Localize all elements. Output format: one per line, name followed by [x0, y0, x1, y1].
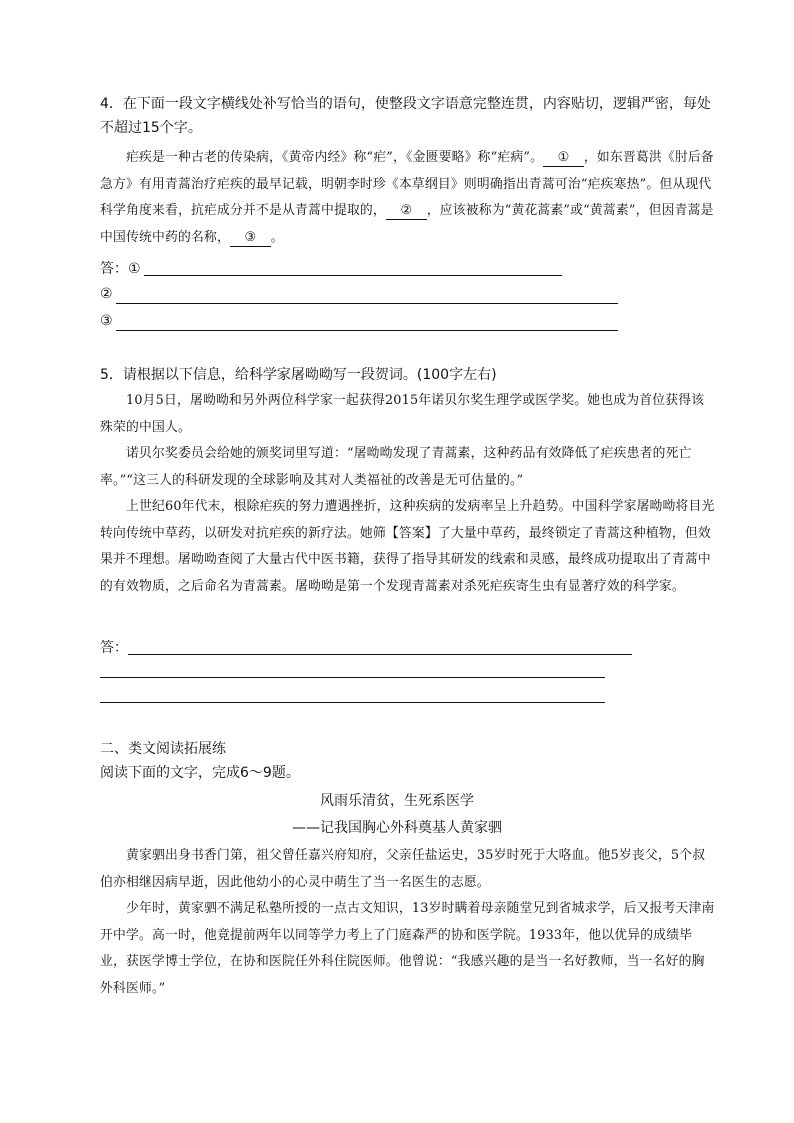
q4-blank-2[interactable] [386, 203, 427, 220]
q5-paragraph-2: 诺贝尔奖委员会给她的颁奖词里写道：“屠呦呦发现了青蒿素，这种药品有效降低了疟疾患者的死亡率。”“这三人的科研发现的全球影响及其对人类福祉的改善是无可估量的。” [100, 446, 692, 488]
q4-passage-part4: 。 [270, 229, 284, 245]
q4-prompt: 4．在下面一段文字横线处补写恰当的语句，使整段文字语意完整连贯，内容贴切，逻辑严密，每处不超过15个字。 [100, 96, 711, 136]
q4-answer-line-3 [116, 330, 618, 331]
q4-answer-mark-2: ② [100, 286, 113, 302]
q4-blank-2-mark: ② [400, 203, 413, 218]
q4-blank-1-mark: ① [557, 150, 570, 165]
article-subtitle: ——记我国胸心外科奠基人黄家驷 [292, 820, 502, 836]
article-paragraph-2: 少年时，黄家驷不满足私塾所授的一点古文知识，13岁时瞒着母亲随堂兄到省城求学，后又报考天津南开中学。高一时，他竟提前两年以同等学力考上了门庭森严的协和医学院。1933年，他以优异的成绩毕业，获医学博士学位，在协和医院任外科住院医师。他曾说：“我感兴趣的是当一名好教师，当一名好的胸外科医师。” [100, 901, 715, 996]
article-paragraph-1: 黄家驷出身书香门第，祖父曾任嘉兴府知府，父亲任盐运史，35岁时死于大咯血。他5岁丧父，5个叔伯亦相继因病早逝，因此他幼小的心灵中萌生了当一名医生的志愿。 [100, 848, 706, 890]
q4-answer-row-1[interactable] [100, 258, 562, 278]
q4-answer-line-2 [116, 303, 618, 304]
q4-answer-mark-3: ③ [100, 313, 113, 329]
q4-answer-line-1 [144, 275, 562, 276]
q4-passage-part3: ，应该被称为“黄花蒿素”或“黄蒿素”，但因青蒿是中国传统中药的名称， [100, 203, 714, 245]
q5-answer-line-1 [128, 654, 632, 655]
q4-answer-label [100, 258, 141, 278]
q5-answer-line-3[interactable] [100, 702, 605, 703]
section2-heading: 二、类文阅读拓展练 [100, 741, 226, 757]
answer-label-text: 答： [100, 261, 128, 277]
q4-blank-1[interactable] [543, 150, 584, 167]
q5-paragraph-3: 上世纪60年代末，根除疟疾的努力遭遇挫折，这种疾病的发病率呈上升趋势。中国科学家屠呦呦将目光转向传统中草药，以研发对抗疟疾的新疗法。她筛【答案】了大量中草药，最终锁定了青蒿这种植物，但效果并不理想。屠呦呦查阅了大量古代中医书籍，获得了指导其研发的线索和灵感，最终成功提取出了青蒿中的有效物质，之后命名为青蒿素。屠呦呦是第一个发现青蒿素对杀死疟疾寄生虫有显著疗效的科学家。 [100, 499, 715, 594]
q5-passage [100, 388, 715, 600]
q5-answer-row-1[interactable] [100, 637, 632, 657]
q4-blank-3-mark: ③ [244, 229, 257, 245]
q4-answer-row-3[interactable] [100, 313, 618, 333]
q5-answer-line-2[interactable] [100, 677, 605, 678]
q5-prompt: 5．请根据以下信息，给科学家屠呦呦写一段贺词。(100字左右) [100, 367, 497, 383]
q4-blank-3[interactable] [230, 230, 271, 247]
q4-passage [100, 145, 715, 251]
q4-answer-row-2[interactable] [100, 286, 618, 306]
q4-passage-part2: ，如东晋葛洪《肘后备急方》有用青蒿治疗疟疾的最早记载，明朝李时珍《本草纲目》则明确指出青蒿可治“疟疾寒热”。但从现代科学角度来看，抗疟成分并不是从青蒿中提取的， [100, 150, 714, 218]
article-body [100, 843, 715, 1002]
q4-passage-part1: 疟疾是一种古老的传染病，《黄帝内经》称“疟”，《金匮要略》称“疟病”。 [126, 150, 544, 165]
q4-answer-mark-1: ① [128, 261, 141, 277]
q5-paragraph-1: 10月5日，屠呦呦和另外两位科学家一起获得2015年诺贝尔奖生理学或医学奖。她也成为首位获得该殊荣的中国人。 [100, 393, 705, 435]
q5-answer-label: 答： [100, 640, 128, 656]
article-title: 风雨乐清贫，生死系医学 [320, 793, 474, 809]
section2-instruction: 阅读下面的文字，完成6～9题。 [100, 765, 300, 781]
